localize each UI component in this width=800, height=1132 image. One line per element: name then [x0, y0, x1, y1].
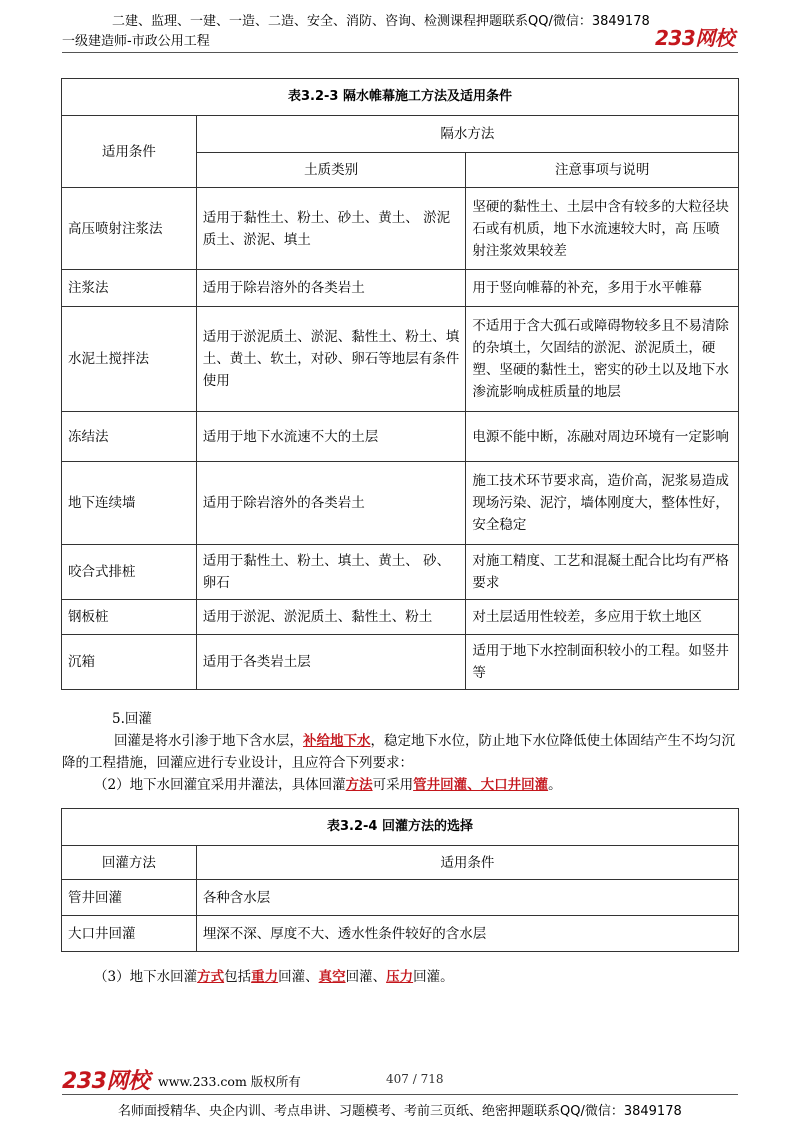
footer-brand-logo: 233网校: [62, 1069, 150, 1094]
row-soil: 适用于除岩溶外的各类岩土: [196, 270, 466, 307]
text-run: 回灌、: [345, 969, 387, 985]
col-header-group: 隔水方法: [196, 116, 738, 153]
col-header-method: 回灌方法: [62, 846, 197, 880]
table-row: [62, 188, 739, 270]
row-method: 注浆法: [62, 270, 197, 307]
col-header-notes: 注意事项与说明: [466, 153, 739, 188]
footer-ad-line: 名师面授精华、央企内训、考点串讲、习题模考、考前三页纸、绝密押题联系QQ/微信：3849178: [118, 1104, 682, 1119]
requirement-3: [94, 966, 454, 988]
highlight-term: 压力: [386, 969, 414, 985]
requirement-2: [94, 774, 562, 796]
recharge-paragraph: [62, 730, 742, 774]
table-caption: 表3.2-3 隔水帷幕施工方法及适用条件: [62, 79, 739, 116]
row-notes: 电源不能中断，冻融对周边环境有一定影响: [466, 412, 739, 462]
row-notes: 对施工精度、工艺和混凝土配合比均有严格要求: [466, 545, 739, 600]
row-method: 沉箱: [62, 635, 197, 690]
footer-copyright: www.233.com 版权所有: [158, 1074, 301, 1089]
table-row: [62, 462, 739, 545]
header-subject: 一级建造师-市政公用工程: [62, 34, 210, 49]
highlight-term: 补给地下水: [303, 733, 371, 749]
text-run: 。: [548, 777, 562, 793]
text-run: （3）地下水回灌: [94, 969, 198, 985]
row-notes: 适用于地下水控制面积较小的工程。如竖井等: [466, 635, 739, 690]
header-divider: [62, 52, 738, 53]
row-soil: 适用于各类岩土层: [196, 635, 466, 690]
text-run: ，稳定地下水位，防止地下水位降低使土体固结产生不均匀沉降的工程措施，回灌应进行专业设计，且应符合下列要求：: [62, 733, 735, 771]
table-row: [62, 635, 739, 690]
highlight-term: 真空: [318, 969, 346, 985]
row-notes: 用于竖向帷幕的补充，多用于水平帷幕: [466, 270, 739, 307]
table-row: [62, 412, 739, 462]
row-method: 冻结法: [62, 412, 197, 462]
row-notes: 不适用于含大孤石或障碍物较多且不易清除的杂填土，欠固结的淤泥、淤泥质土，硬塑、坚硬的黏性土，密实的砂土以及地下水渗流影响成桩质量的地层: [466, 307, 739, 412]
row-method: 水泥土搅拌法: [62, 307, 197, 412]
table-row: [62, 880, 739, 916]
section-title: 5.回灌: [112, 711, 152, 727]
row-method: 大口井回灌: [62, 916, 197, 952]
row-condition: 埋深不深、厚度不大、透水性条件较好的含水层: [196, 916, 738, 952]
row-method: 地下连续墙: [62, 462, 197, 545]
table-row: [62, 600, 739, 635]
text-run: 回灌。: [413, 969, 454, 985]
highlight-term: 管井回灌、大口井回灌: [413, 777, 549, 793]
row-method: 高压喷射注浆法: [62, 188, 197, 270]
col-header-condition: 适用条件: [196, 846, 738, 880]
row-soil: 适用于淤泥、淤泥质土、黏性土、粉土: [196, 600, 466, 635]
recharge-methods-table: [61, 808, 739, 952]
row-soil: 适用于黏性土、粉土、填土、黄土、 砂、卵石: [196, 545, 466, 600]
text-run: 回灌、: [278, 969, 319, 985]
col-header-soil: 土质类别: [196, 153, 466, 188]
row-notes: 施工技术环节要求高，造价高，泥浆易造成现场污染、泥泞，墙体刚度大，整体性好，安全稳定: [466, 462, 739, 545]
footer-divider: [62, 1094, 738, 1095]
table-row: [62, 545, 739, 600]
col-header-condition: 适用条件: [62, 116, 197, 188]
highlight-term: 方法: [345, 777, 373, 793]
table-row: [62, 916, 739, 952]
row-method: 咬合式排桩: [62, 545, 197, 600]
row-notes: 坚硬的黏性土、土层中含有较多的大粒径块石或有机质，地下水流速较大时，高 压喷射注浆效果较差: [466, 188, 739, 270]
text-run: （2）地下水回灌宜采用井灌法，具体回灌: [94, 777, 346, 793]
text-run: 回灌是将水引渗于地下含水层，: [114, 733, 303, 749]
curtain-methods-table: [61, 78, 739, 690]
row-method: 钢板桩: [62, 600, 197, 635]
table-row: [62, 270, 739, 307]
table-row: [62, 307, 739, 412]
header-ad-line: 二建、监理、一建、一造、二造、安全、消防、咨询、检测课程押题联系QQ/微信：3849178: [112, 14, 650, 29]
brand-logo: 233网校: [655, 26, 735, 50]
row-soil: 适用于淤泥质土、淤泥、黏性土、粉土、填土、黄土、软土，对砂、卵石等地层有条件使用: [196, 307, 466, 412]
table-caption: 表3.2-4 回灌方法的选择: [62, 809, 739, 846]
highlight-term: 方式: [197, 969, 225, 985]
text-run: 可采用: [372, 777, 414, 793]
row-notes: 对土层适用性较差，多应用于软土地区: [466, 600, 739, 635]
page-number: 407 / 718: [386, 1072, 444, 1086]
highlight-term: 重力: [251, 969, 279, 985]
row-soil: 适用于除岩溶外的各类岩土: [196, 462, 466, 545]
text-run: 包括: [224, 969, 252, 985]
row-soil: 适用于地下水流速不大的土层: [196, 412, 466, 462]
row-soil: 适用于黏性土、粉土、砂土、黄土、 淤泥质土、淤泥、填土: [196, 188, 466, 270]
row-condition: 各种含水层: [196, 880, 738, 916]
row-method: 管井回灌: [62, 880, 197, 916]
